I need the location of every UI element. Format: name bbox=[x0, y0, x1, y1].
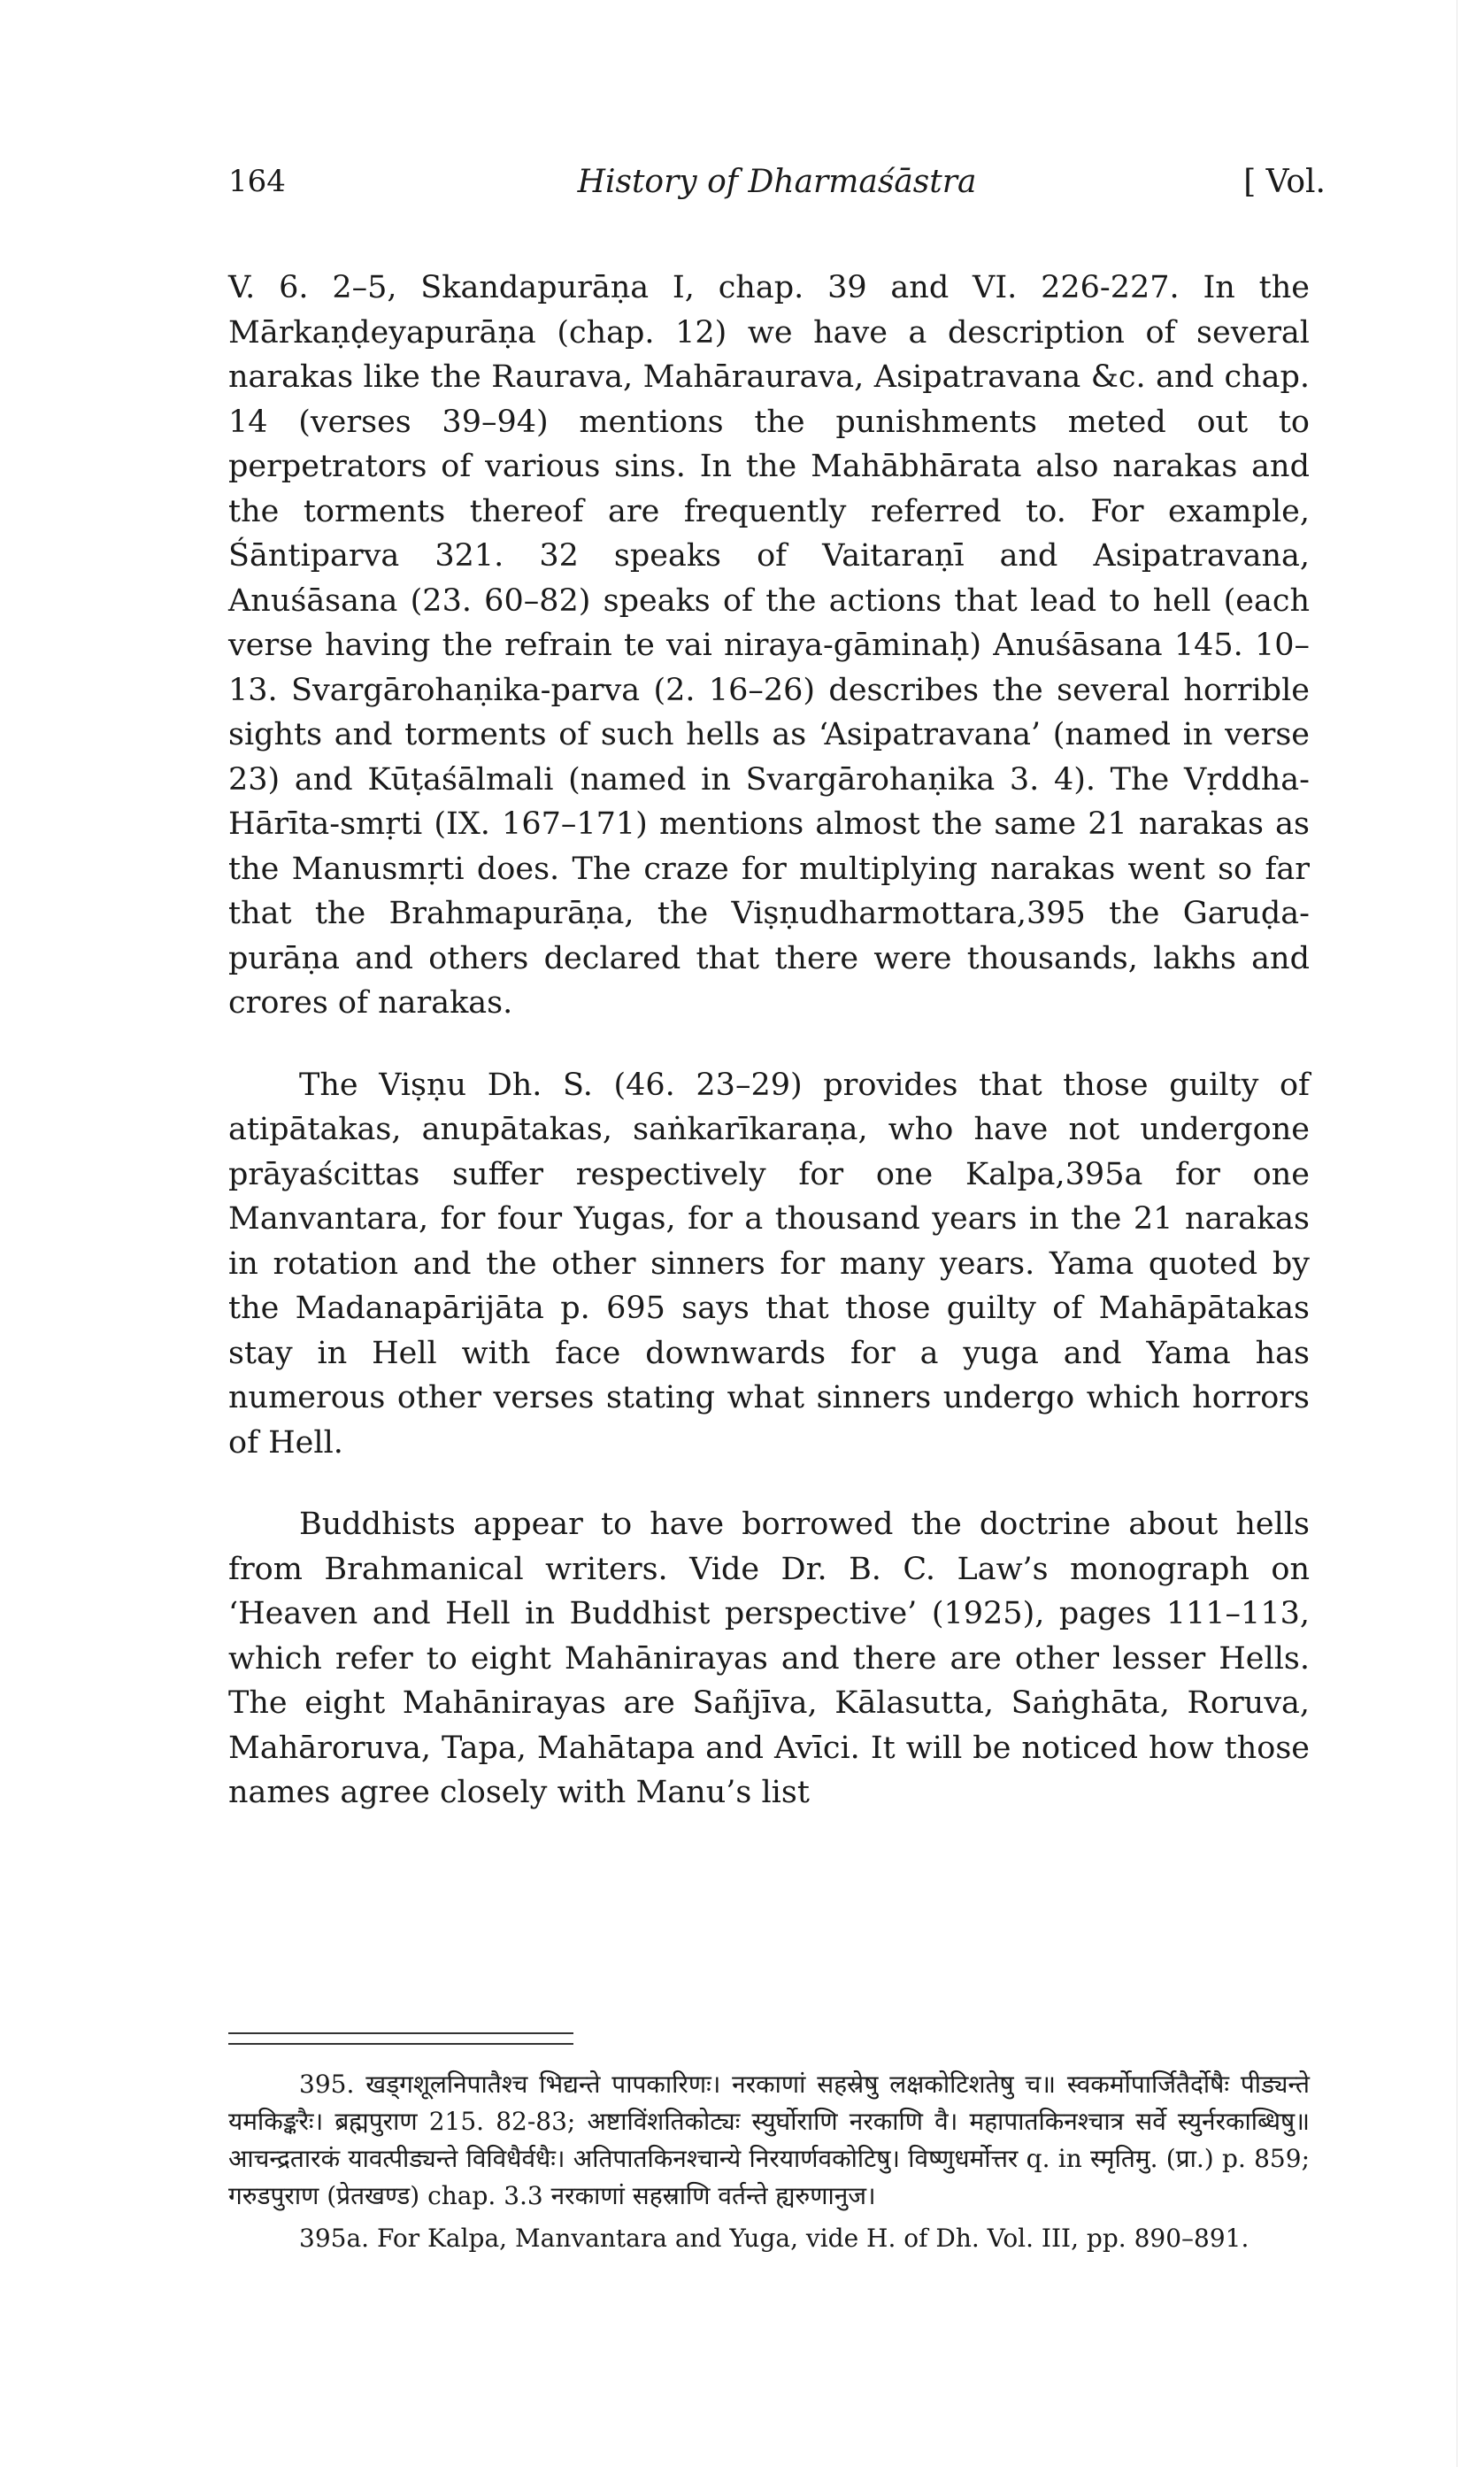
page-header bbox=[228, 164, 1326, 217]
footnotes bbox=[228, 2066, 1310, 2257]
main-text bbox=[228, 266, 1310, 1816]
paragraph: V. 6. 2–5, Skandapurāṇa I, chap. 39 and VI. 226-227. In the Mārkaṇḍeyapurāṇa (chap. 12) we have a description of several narakas like the Raurava, Mahāraurava, Asipatravana &c. and chap. 14 (verses 39–94) mentions the punishments meted out to perpetrators of various sins. In the Mahābhārata also narakas and the torments thereof are frequently referred to. For example, Śāntiparva 321. 32 speaks of Vaitaraṇī and Asipatravana, Anuśāsana (23. 60–82) speaks of the actions that lead to hell (each verse having the refrain te vai niraya-gāminaḥ) Anuśāsana 145. 10–13. Svargārohaṇika-parva (2. 16–26) describes the several horrible sights and torments of such hells as ‘Asipatravana’ (named in verse 23) and Kūṭaśālmali (named in Svargārohaṇika 3. 4). The Vṛddha-Hārīta-smṛti (IX. 167–171) mentions almost the same 21 narakas as the Manusmṛti does. The craze for multiplying narakas went so far that the Brahmapurāṇa, the Viṣṇudharmottara,395 the Garuḍa-purāṇa and others declared that there were thousands, lakhs and crores of narakas. bbox=[228, 270, 1310, 1021]
footnote-395a: 395a. For Kalpa, Manvantara and Yuga, vide H. of Dh. Vol. III, pp. 890–891. bbox=[299, 2224, 1249, 2253]
volume-label: [ Vol. bbox=[1243, 164, 1326, 200]
footnote-separator bbox=[228, 2032, 573, 2045]
page-number: 164 bbox=[228, 164, 286, 199]
paragraph: Buddhists appear to have borrowed the doctrine about hells from Brahmanical writers. Vide Dr. B. C. Law’s monograph on ‘Heaven and Hell in Buddhist perspective’ (1925), pages 111–113, which refer to eight Mahānirayas and there are other lesser Hells. The eight Mahānirayas are Sañjīva, Kālasutta, Saṅghāta, Roruva, Mahāroruva, Tapa, Mahātapa and Avīci. It will be noticed how those names agree closely with Manu’s list bbox=[228, 1507, 1310, 1810]
paragraph: The Viṣṇu Dh. S. (46. 23–29) provides that those guilty of atipātakas, anupātakas, saṅkarīkaraṇa, who have not undergone prāyaścittas suffer respectively for one Kalpa,395a for one Manvantara, for four Yugas, for a thousand years in the 21 narakas in rotation and the other sinners for many years. Yama quoted by the Madanapārijāta p. 695 says that those guilty of Mahāpātakas stay in Hell with face downwards for a yuga and Yama has numerous other verses stating what sinners undergo which horrors of Hell. bbox=[228, 1067, 1310, 1461]
footnote-395: 395. खड्गशूलनिपातैश्च भिद्यन्ते पापकारिणः। नरकाणां सहस्रेषु लक्षकोटिशतेषु च॥ स्वकर्मोपार्जितैर्दोषैः पीड्यन्ते यमकिङ्करैः। ब्रह्मपुराण 215. 82-83; अष्टाविंशतिकोट्यः स्युर्घोराणि नरकाणि वै। महापातकिनश्चात्र सर्वे स्युर्नरकाब्धिषु॥ आचन्द्रतारकं यावत्पीड्यन्ते विविधैर्वधैः। अतिपातकिनश्चान्ये निरयार्णवकोटिषु। विष्णुधर्मोत्तर q. in स्मृतिमु. (प्रा.) p. 859; गरुडपुराण (प्रेतखण्ड) chap. 3.3 नरकाणां सहस्राणि वर्तन्ते ह्यरुणानुज। bbox=[228, 2070, 1310, 2210]
running-title: History of Dharmaśāstra bbox=[577, 164, 977, 200]
